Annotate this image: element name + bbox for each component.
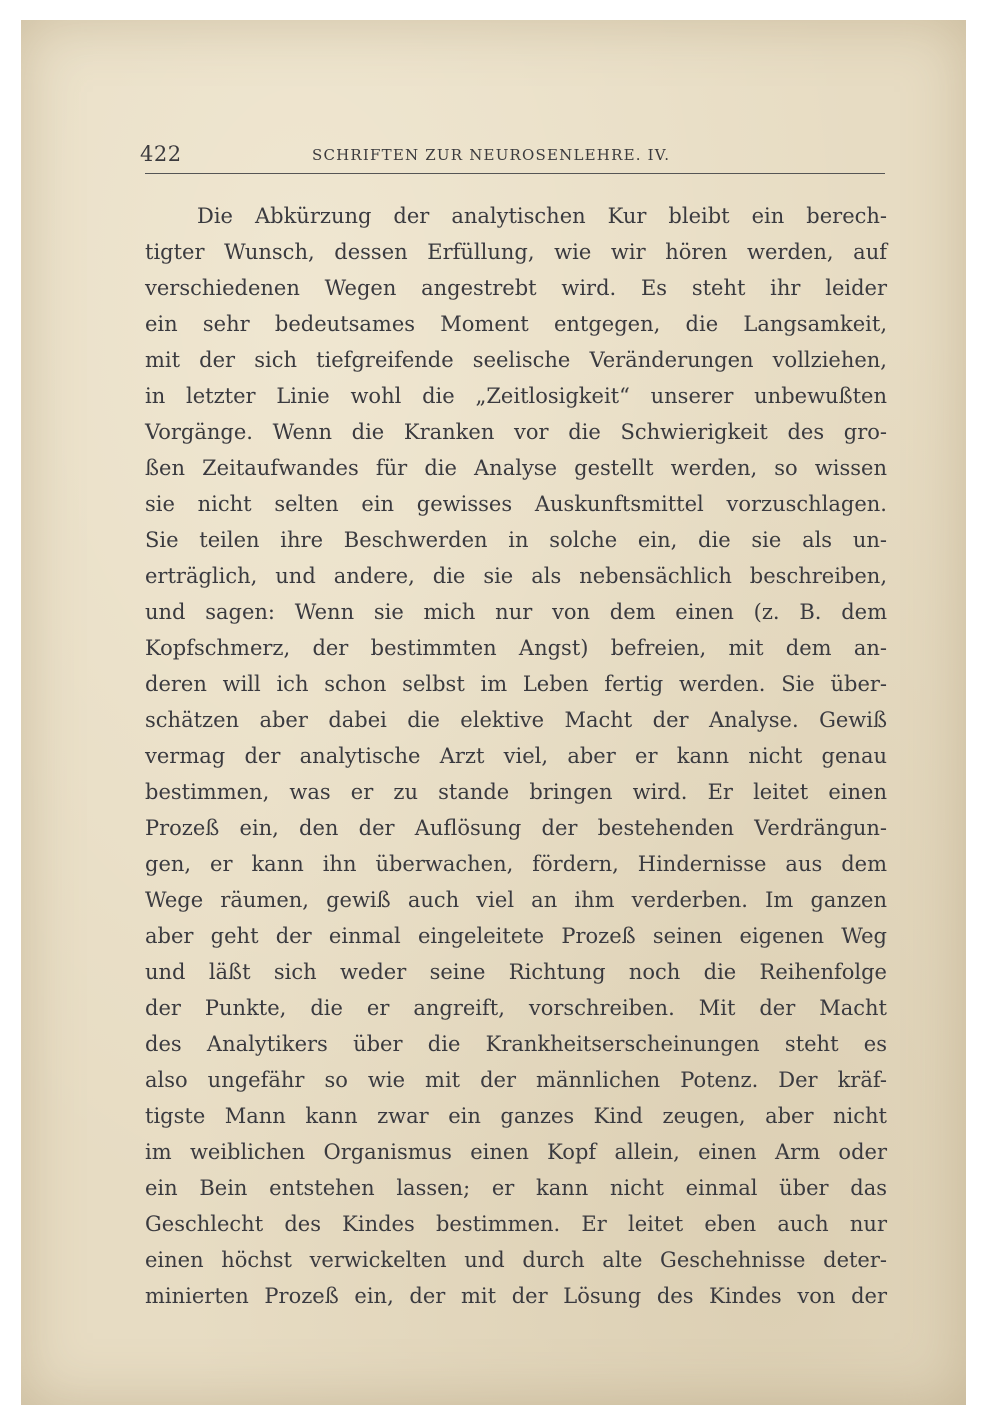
text-line: schätzen aber dabei die elektive Macht der Analyse. Gewiß [145,708,887,732]
text-line: Geschlecht des Kindes bestimmen. Er leitet eben auch nur [145,1212,887,1236]
running-head: SCHRIFTEN ZUR NEUROSENLEHRE. IV. [312,146,671,164]
text-line: Vorgänge. Wenn die Kranken vor die Schwierigkeit des gro- [145,420,887,444]
text-line: Die Abkürzung der analytischen Kur bleibt ein berech- [197,204,887,228]
text-line: und läßt sich weder seine Richtung noch die Reihenfolge [145,960,887,984]
text-line: sie nicht selten ein gewisses Auskunftsmittel vorzuschlagen. [145,492,887,516]
text-line: aber geht der einmal eingeleitete Prozeß seinen eigenen Weg [145,924,887,948]
text-line: der Punkte, die er angreift, vorschreiben. Mit der Macht [145,996,887,1020]
text-line: verschiedenen Wegen angestrebt wird. Es steht ihr leider [145,276,887,300]
text-line: und sagen: Wenn sie mich nur von dem einen (z. B. dem [145,600,887,624]
text-line: in letzter Linie wohl die „Zeitlosigkeit“ unserer unbewußten [145,384,887,408]
header-rule [145,173,885,174]
text-line: Sie teilen ihre Beschwerden in solche ein, die sie als un- [145,528,887,552]
text-line: tigter Wunsch, dessen Erfüllung, wie wir hören werden, auf [145,240,887,264]
text-line: ßen Zeitaufwandes für die Analyse gestellt werden, so wissen [145,456,887,480]
text-line: einen höchst verwickelten und durch alte Geschehnisse deter- [145,1248,887,1272]
text-line: des Analytikers über die Krankheitserscheinungen steht es [145,1032,887,1056]
page-number: 422 [140,142,182,166]
text-line: im weiblichen Organismus einen Kopf allein, einen Arm oder [145,1140,887,1164]
body-text [145,198,887,1314]
text-line: tigste Mann kann zwar ein ganzes Kind zeugen, aber nicht [145,1104,887,1128]
text-line: deren will ich schon selbst im Leben fertig werden. Sie über- [145,672,887,696]
text-line: ein sehr bedeutsames Moment entgegen, die Langsamkeit, [145,312,887,336]
text-line: bestimmen, was er zu stande bringen wird. Er leitet einen [145,780,887,804]
text-line: mit der sich tiefgreifende seelische Veränderungen vollziehen, [145,348,887,372]
text-line: also ungefähr so wie mit der männlichen Potenz. Der kräf- [145,1068,887,1092]
text-line: Kopfschmerz, der bestimmten Angst) befreien, mit dem an- [145,636,887,660]
text-line: Prozeß ein, den der Auflösung der bestehenden Verdrängun- [145,816,887,840]
text-line: minierten Prozeß ein, der mit der Lösung des Kindes von der [145,1284,887,1308]
text-line: gen, er kann ihn überwachen, fördern, Hindernisse aus dem [145,852,887,876]
text-line: vermag der analytische Arzt viel, aber er kann nicht genau [145,744,887,768]
text-line: erträglich, und andere, die sie als nebensächlich beschreiben, [145,564,887,588]
text-line: Wege räumen, gewiß auch viel an ihm verderben. Im ganzen [145,888,887,912]
page-header [140,142,892,174]
text-line: ein Bein entstehen lassen; er kann nicht einmal über das [145,1176,887,1200]
